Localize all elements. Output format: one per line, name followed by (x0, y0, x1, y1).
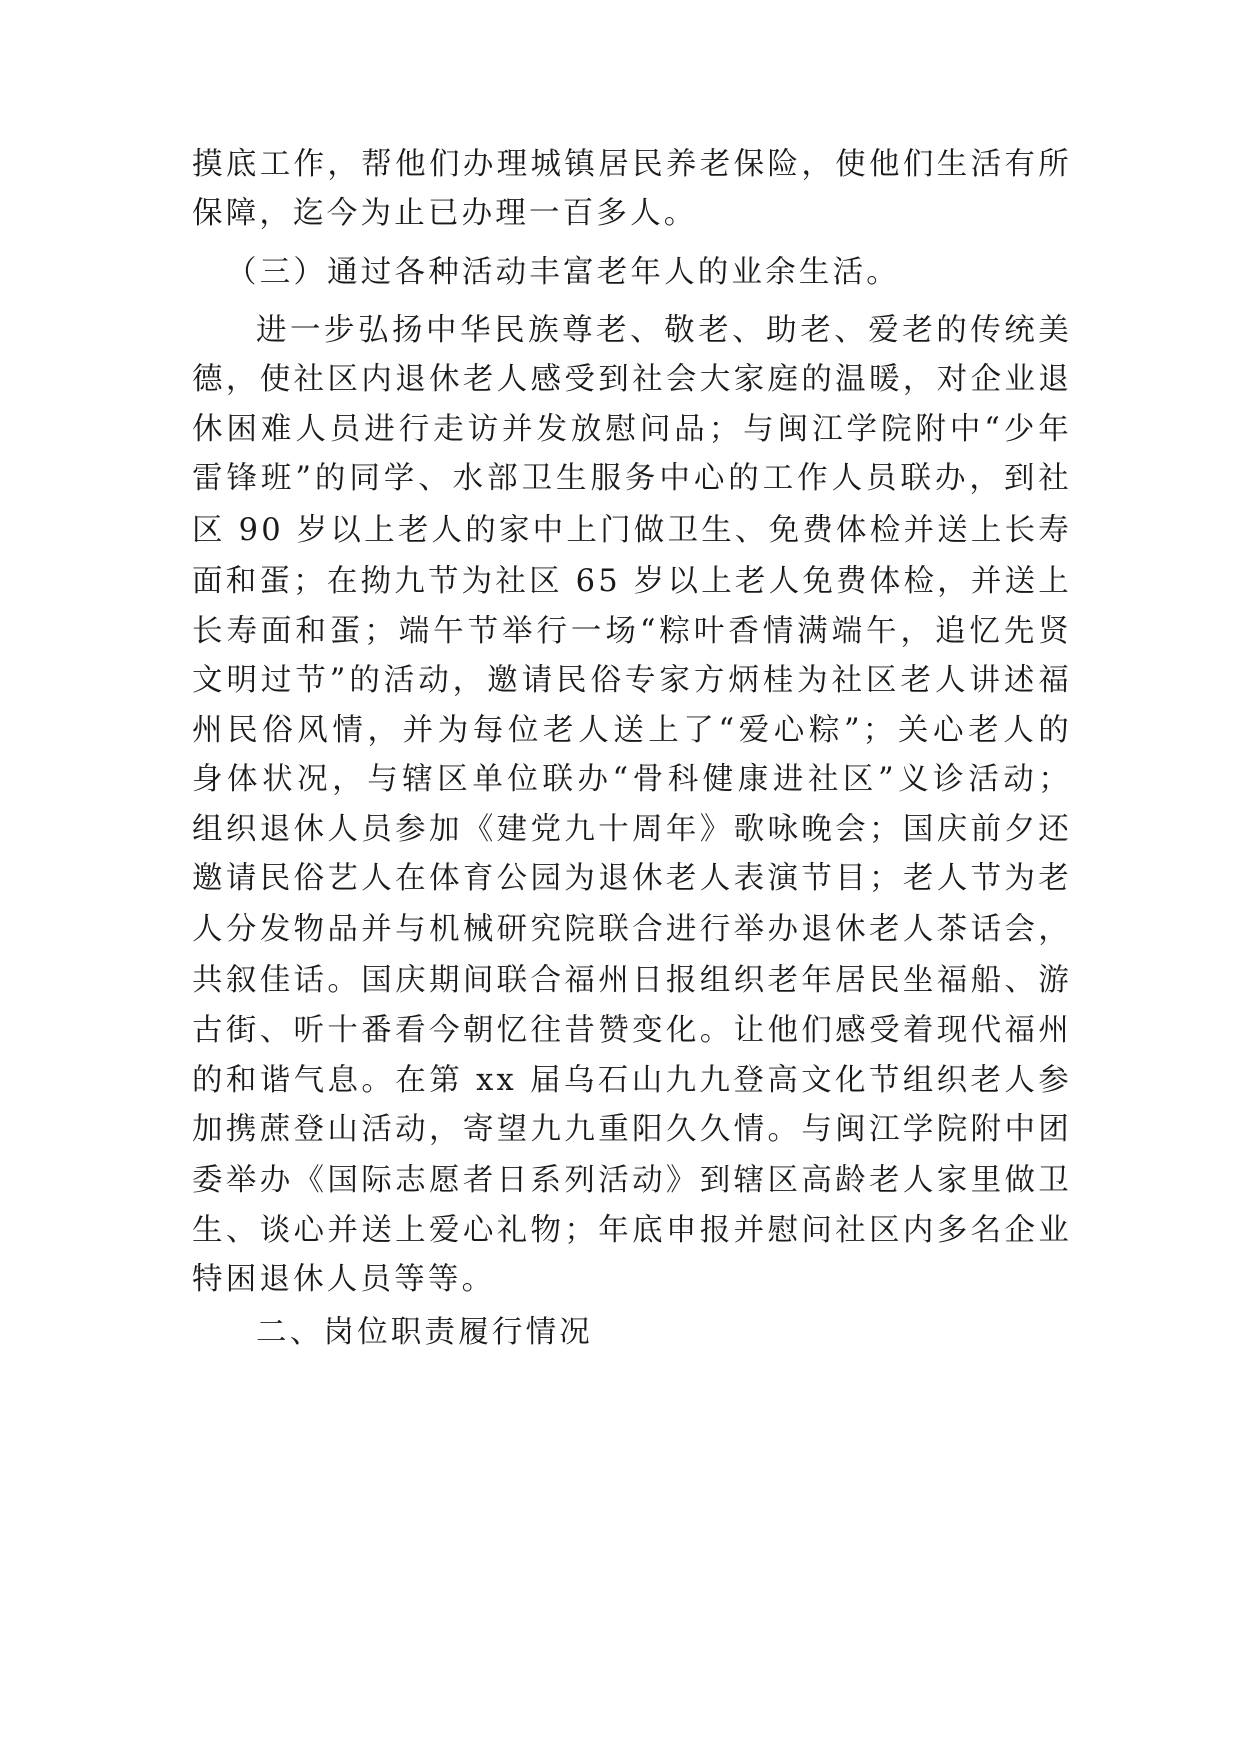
paragraph-line: 加携蔗登山活动，寄望九九重阳久久情。与闽江学院附中团 (192, 1112, 1072, 1147)
paragraph-line: 人分发物品并与机械研究院联合进行举办退休老人茶话会， (192, 912, 1072, 947)
paragraph-line: 保障，迄今为止已办理一百多人。 (192, 196, 698, 231)
paragraph-line: 古街、听十番看今朝忆往昔赞变化。让他们感受着现代福州 (192, 1013, 1072, 1048)
paragraph-line: 州民俗风情，并为每位老人送上了“爱心粽”；关心老人的 (192, 713, 1072, 748)
paragraph-line: 德，使社区内退休老人感受到社会大家庭的温暖，对企业退 (192, 362, 1072, 397)
paragraph-line: 文明过节”的活动，邀请民俗专家方炳桂为社区老人讲述福 (192, 663, 1072, 698)
paragraph-line: 区 90 岁以上老人的家中上门做卫生、免费体检并送上长寿 (192, 513, 1072, 548)
paragraph-line: 长寿面和蛋；端午节举行一场“粽叶香情满端午，追忆先贤 (192, 614, 1072, 649)
paragraph-line: 生、谈心并送上爱心礼物；年底申报并慰问社区内多名企业 (192, 1213, 1072, 1248)
paragraph-line: 面和蛋；在拗九节为社区 65 岁以上老人免费体检，并送上 (192, 564, 1072, 599)
paragraph-line: 组织退休人员参加《建党九十周年》歌咏晚会；国庆前夕还 (192, 812, 1072, 847)
section-heading: （三）通过各种活动丰富老年人的业余生活。 (226, 255, 900, 290)
paragraph-line: 共叙佳话。国庆期间联合福州日报组织老年居民坐福船、游 (192, 963, 1072, 998)
paragraph-line: 进一步弘扬中华民族尊老、敬老、助老、爱老的传统美 (256, 313, 1072, 348)
paragraph-line: 特困退休人员等等。 (192, 1262, 496, 1297)
paragraph-line: 休困难人员进行走访并发放慰问品；与闽江学院附中“少年 (192, 412, 1072, 447)
paragraph-line: 摸底工作，帮他们办理城镇居民养老保险，使他们生活有所 (192, 147, 1072, 182)
paragraph-line: 委举办《国际志愿者日系列活动》到辖区高龄老人家里做卫 (192, 1163, 1072, 1198)
chapter-heading: 二、岗位职责履行情况 (256, 1315, 593, 1350)
paragraph-line: 邀请民俗艺人在体育公园为退休老人表演节目；老人节为老 (192, 861, 1072, 896)
paragraph-line: 身体状况，与辖区单位联办“骨科健康进社区”义诊活动； (192, 762, 1072, 797)
paragraph-line: 雷锋班”的同学、水部卫生服务中心的工作人员联办，到社 (192, 461, 1072, 496)
paragraph-line: 的和谐气息。在第 xx 届乌石山九九登高文化节组织老人参 (192, 1063, 1072, 1098)
